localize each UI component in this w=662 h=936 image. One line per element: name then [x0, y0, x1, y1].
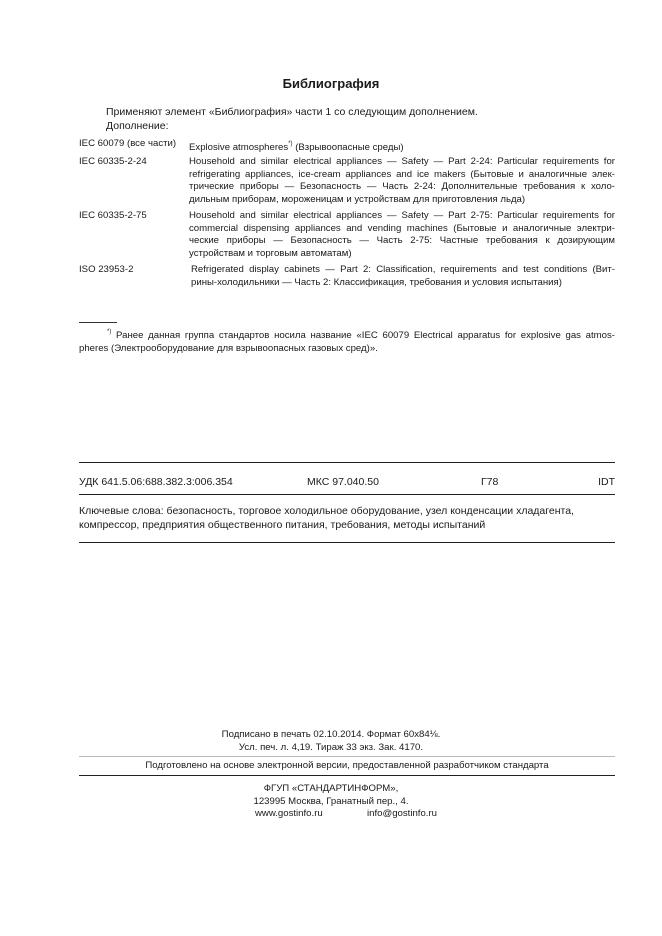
keywords-line: Ключевые слова: безопасность, торговое холодильное оборудование, узел конденсации хладагента, — [79, 505, 574, 517]
reference-description — [189, 156, 615, 206]
prepared-note: Подготовлено на основе электронной версии, предоставленной разработчиком стандарта — [145, 760, 549, 771]
reference-line: commercial dispensing appliances and vending machines (Бытовые и аналогичные электри- — [189, 222, 615, 234]
reference-line: Household and similar electrical appliances — Safety — Part 2-75: Particular requirements for — [189, 210, 615, 221]
imprint-sheets: Усл. печ. л. 4,19. Тираж 33 экз. Зак. 4170. — [238, 742, 424, 753]
reference-line: ческие приборы — Безопасность — Часть 2-75: Частные требования к дозирующим — [189, 235, 615, 247]
divider-line — [79, 542, 615, 543]
keywords — [79, 504, 615, 532]
reference-line: Explosive atmospheres*) (Взрывоопасные среды) — [189, 141, 404, 153]
reference-line: трические приборы — Безопасность — Часть 2-24: Дополнительные требования к холо- — [189, 181, 615, 193]
publisher-name: ФГУП «СТАНДАРТИНФОРМ», — [263, 783, 399, 794]
reference-description — [191, 264, 615, 289]
reference-code: ISO 23953-2 — [79, 264, 134, 275]
divider-line — [79, 775, 615, 776]
reference-code: IEC 60335-2-24 — [79, 156, 147, 167]
reference-code: IEC 60079 (все части) — [79, 138, 177, 149]
bibliography-heading: Библиография — [282, 76, 380, 91]
reference-line: Refrigerated display cabinets — Part 2: Classification, requirements and test conditions (Вит- — [191, 264, 615, 275]
footnote-marker: *) — [107, 329, 112, 335]
intro-line: Применяют элемент «Библиография» части 1 со следующим дополнением. — [106, 106, 478, 118]
udk-code: УДК 641.5.06:688.382.3:006.354 — [79, 476, 233, 488]
divider-line — [79, 756, 615, 757]
reference-line: рины-холодильники — Часть 2: Классификация, требования и условия испытания) — [191, 276, 562, 288]
keywords-line: компрессор, предприятия общественного питания, требования, методы испытаний — [79, 519, 486, 531]
footnote-line: *) Ранее данная группа стандартов носила название «IEC 60079 Electrical apparatus for explosive gas atmos- — [107, 329, 615, 341]
footnote-marker: *) — [288, 141, 293, 147]
footnote — [79, 326, 615, 355]
intro-addition-label: Дополнение: — [106, 120, 169, 132]
reference-line: refrigerating appliances, ice-cream appliances and ice makers (Бытовые и аналогичные элек- — [189, 168, 615, 180]
reference-line: Household and similar electrical appliances — Safety — Part 2-24: Particular requirements for — [189, 156, 615, 167]
imprint-signed: Подписано в печать 02.10.2014. Формат 60x84⅛. — [221, 729, 441, 740]
reference-description — [189, 210, 615, 260]
reference-code: IEC 60335-2-75 — [79, 210, 147, 221]
divider-line — [79, 462, 615, 463]
reference-description — [189, 138, 615, 155]
reference-line: устройствам и торговым автоматам) — [189, 247, 352, 259]
mks-code: МКС 97.040.50 — [307, 476, 379, 488]
website-link[interactable]: www.gostinfo.ru — [255, 808, 323, 819]
divider-line — [79, 494, 615, 495]
footnote-line: pheres (Электрооборудование для взрывоопасных газовых сред)». — [79, 343, 378, 354]
email-link[interactable]: info@gostinfo.ru — [367, 808, 438, 819]
reference-line: дильным приборам, мороженицам и устройствам для приготовления льда) — [189, 193, 526, 205]
group-code: Г78 — [481, 476, 499, 488]
footnote-divider — [79, 322, 117, 323]
publisher-address: 123995 Москва, Гранатный пер., 4. — [253, 796, 409, 807]
equivalence-code: IDT — [598, 476, 615, 488]
